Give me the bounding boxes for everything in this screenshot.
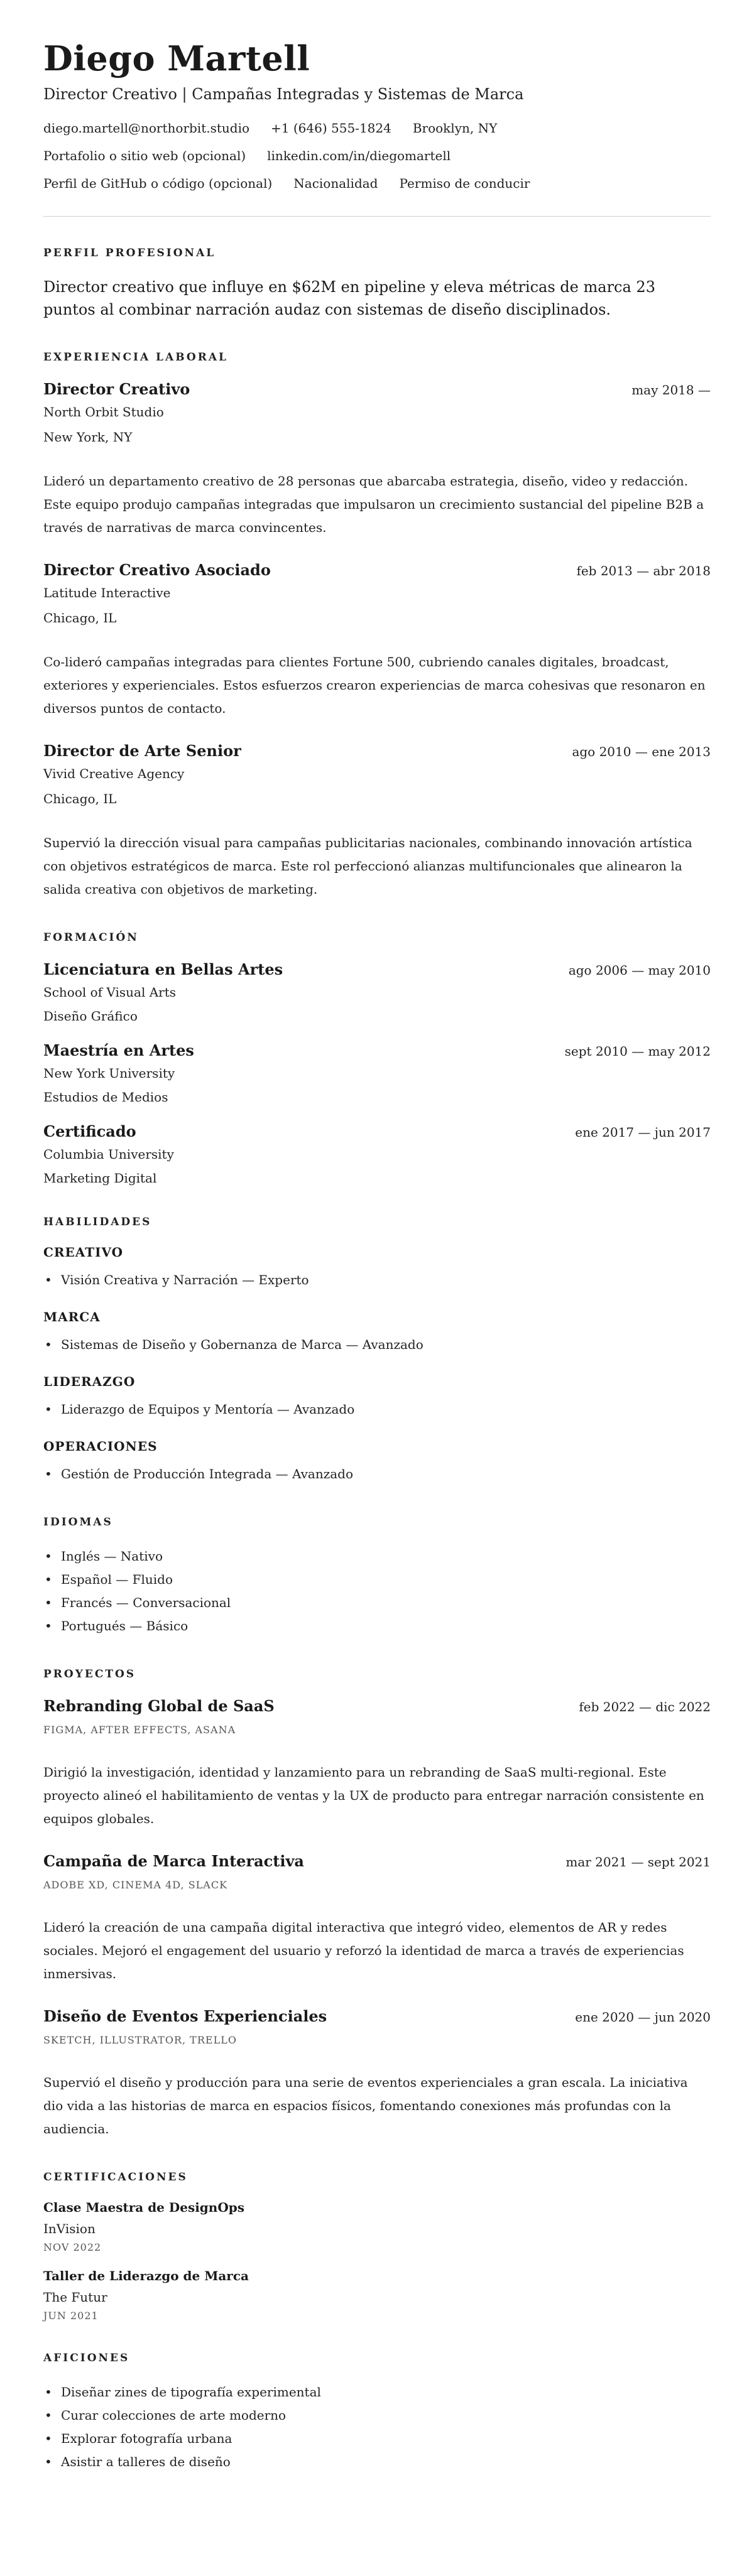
contact-row	[43, 176, 711, 191]
skill-list	[43, 1463, 711, 1486]
education-dates: ene 2017 — jun 2017	[575, 1125, 711, 1140]
project-entry	[43, 2007, 711, 2141]
skill-item: • Visión Creativa y Narración — Experto	[43, 1269, 711, 1292]
hobby-item: • Curar colecciones de arte moderno	[43, 2404, 711, 2427]
study-field: Estudios de Medios	[43, 1090, 168, 1105]
education-entry	[43, 1041, 711, 1105]
skill-group	[43, 1439, 711, 1486]
project-entry	[43, 1697, 711, 1831]
job-description: Supervió la dirección visual para campañas publicitarias nacionales, combinando innovación artística con objetivos estratégicos de marca. Este rol perfeccionó alianzas multifuncionales que alinearon la salida creativa con objetivos de marketing.	[43, 835, 692, 897]
certification-name: Clase Maestra de DesignOps	[43, 2200, 244, 2216]
job-dates: may 2018 —	[631, 382, 711, 398]
language-item: • Portugués — Básico	[43, 1615, 711, 1638]
job-dates: ago 2010 — ene 2013	[572, 744, 711, 760]
hobby-list	[43, 2381, 711, 2474]
section-title: PERFIL PROFESIONAL	[43, 247, 216, 260]
company-name: Vivid Creative Agency	[43, 766, 185, 782]
contact-row	[43, 121, 711, 136]
project-tech: FIGMA, AFTER EFFECTS, ASANA	[43, 1724, 236, 1736]
certification-date: JUN 2021	[43, 2310, 99, 2322]
job-location: New York, NY	[43, 430, 133, 445]
contact-location: Brooklyn, NY	[412, 121, 498, 136]
certification-date: NOV 2022	[43, 2241, 102, 2254]
language-item: • Inglés — Nativo	[43, 1545, 711, 1568]
project-description: Dirigió la investigación, identidad y lanzamiento para un rebranding de SaaS multi-regional. Este proyecto alineó el habilitamiento de ventas y la UX de producto para entregar narración consistente en equipos globales.	[43, 1765, 704, 1827]
education-section	[43, 931, 711, 1186]
job-description: Lideró un departamento creativo de 28 personas que abarcaba estrategia, diseño, video y redacción. Este equipo produjo campañas integradas que impulsaron un crecimiento sustancial del pipeline B2B a través de narrativas de marca convincentes.	[43, 474, 704, 536]
experience-entry	[43, 742, 711, 901]
skill-item: • Liderazgo de Equipos y Mentoría — Avanzado	[43, 1398, 711, 1421]
job-description: Co-lideró campañas integradas para clientes Fortune 500, cubriendo canales digitales, broadcast, exteriores y experienciales. Estos esfuerzos crearon experiencias de marca cohesivas que resonaron en diversos puntos de contacto.	[43, 654, 706, 717]
project-dates: ene 2020 — jun 2020	[575, 2010, 711, 2025]
school-name: School of Visual Arts	[43, 985, 177, 1000]
skill-category: OPERACIONES	[43, 1439, 158, 1454]
project-name: Rebranding Global de SaaS	[43, 1697, 275, 1716]
contact-github[interactable]: Perfil de GitHub o código (opcional)	[43, 176, 273, 192]
project-name: Diseño de Eventos Experienciales	[43, 2007, 327, 2026]
skill-list	[43, 1269, 711, 1292]
section-title: PROYECTOS	[43, 1668, 136, 1681]
headline: Director Creativo | Campañas Integradas y Sistemas de Marca	[43, 85, 524, 104]
hobbies-section	[43, 2352, 711, 2474]
project-dates: feb 2022 — dic 2022	[579, 1699, 711, 1715]
skill-category: MARCA	[43, 1309, 101, 1325]
hobby-item: • Explorar fotografía urbana	[43, 2427, 711, 2450]
certifications-section	[43, 2171, 711, 2322]
skill-group	[43, 1245, 711, 1292]
contact-row	[43, 148, 711, 163]
language-list	[43, 1545, 711, 1638]
skill-category: LIDERAZGO	[43, 1374, 136, 1390]
section-title: HABILIDADES	[43, 1216, 152, 1229]
job-title: Director de Arte Senior	[43, 742, 241, 760]
study-field: Marketing Digital	[43, 1171, 157, 1186]
projects-section	[43, 1668, 711, 2141]
skill-item: • Sistemas de Diseño y Gobernanza de Marca — Avanzado	[43, 1333, 711, 1356]
contact-driving-license: Permiso de conducir	[399, 176, 530, 192]
section-title: IDIOMAS	[43, 1516, 113, 1529]
hobby-item: • Asistir a talleres de diseño	[43, 2450, 711, 2474]
education-entry	[43, 960, 711, 1024]
experience-entry	[43, 561, 711, 720]
job-location: Chicago, IL	[43, 610, 117, 626]
summary-text: Director creativo que influye en $62M en pipeline y eleva métricas de marca 23 puntos al combinar narración audaz con sistemas de diseño disciplinados.	[43, 278, 655, 319]
job-location: Chicago, IL	[43, 791, 117, 807]
contact-portfolio[interactable]: Portafolio o sitio web (opcional)	[43, 148, 246, 164]
hobby-item: • Diseñar zines de tipografía experimental	[43, 2381, 711, 2404]
summary-section	[43, 247, 711, 321]
study-field: Diseño Gráfico	[43, 1009, 138, 1024]
project-dates: mar 2021 — sept 2021	[566, 1854, 711, 1870]
skill-group	[43, 1374, 711, 1421]
education-dates: sept 2010 — may 2012	[564, 1044, 711, 1059]
certification-issuer: InVision	[43, 2221, 96, 2237]
education-entry	[43, 1122, 711, 1186]
company-name: North Orbit Studio	[43, 404, 164, 420]
skill-list	[43, 1398, 711, 1421]
languages-section	[43, 1516, 711, 1638]
section-title: CERTIFICACIONES	[43, 2171, 188, 2184]
education-dates: ago 2006 — may 2010	[568, 963, 711, 978]
project-description: Supervió el diseño y producción para una serie de eventos experienciales a gran escala. La iniciativa dio vida a las historias de marca en espacios físicos, fomentando conexiones más profundas con la audiencia.	[43, 2075, 688, 2137]
language-item: • Español — Fluido	[43, 1568, 711, 1591]
skill-list	[43, 1333, 711, 1356]
job-dates: feb 2013 — abr 2018	[576, 563, 711, 579]
degree-title: Maestría en Artes	[43, 1041, 194, 1060]
contact-nationality: Nacionalidad	[293, 176, 378, 192]
degree-title: Licenciatura en Bellas Artes	[43, 960, 283, 979]
section-title: FORMACIÓN	[43, 931, 139, 944]
skills-section	[43, 1216, 711, 1486]
project-entry	[43, 1852, 711, 1986]
language-item: • Francés — Conversacional	[43, 1591, 711, 1615]
skill-category: CREATIVO	[43, 1245, 124, 1260]
project-description: Lideró la creación de una campaña digital interactiva que integró video, elementos de AR y redes sociales. Mejoró el engagement del usuario y reforzó la identidad de marca a través de experiencias inmersivas.	[43, 1920, 684, 1982]
certification-entry	[43, 2268, 711, 2322]
degree-title: Certificado	[43, 1122, 136, 1141]
school-name: Columbia University	[43, 1147, 174, 1162]
experience-section	[43, 351, 711, 901]
project-name: Campaña de Marca Interactiva	[43, 1852, 304, 1871]
skill-group	[43, 1309, 711, 1356]
job-title: Director Creativo Asociado	[43, 561, 271, 580]
candidate-name: Diego Martell	[43, 38, 310, 78]
skill-item: • Gestión de Producción Integrada — Avanzado	[43, 1463, 711, 1486]
project-tech: SKETCH, ILLUSTRATOR, TRELLO	[43, 2034, 237, 2047]
contact-email[interactable]: diego.martell@northorbit.studio	[43, 121, 250, 136]
certification-name: Taller de Liderazgo de Marca	[43, 2268, 249, 2284]
contact-linkedin[interactable]: linkedin.com/in/diegomartell	[267, 148, 451, 164]
section-title: AFICIONES	[43, 2352, 130, 2365]
experience-entry	[43, 380, 711, 539]
certification-entry	[43, 2200, 711, 2253]
job-title: Director Creativo	[43, 380, 190, 399]
school-name: New York University	[43, 1066, 175, 1081]
company-name: Latitude Interactive	[43, 585, 171, 601]
header-divider	[43, 216, 711, 217]
section-title: EXPERIENCIA LABORAL	[43, 351, 228, 364]
resume-header	[43, 39, 711, 217]
contact-phone[interactable]: +1 (646) 555-1824	[271, 121, 391, 136]
project-tech: ADOBE XD, CINEMA 4D, SLACK	[43, 1879, 228, 1891]
certification-issuer: The Futur	[43, 2290, 107, 2305]
